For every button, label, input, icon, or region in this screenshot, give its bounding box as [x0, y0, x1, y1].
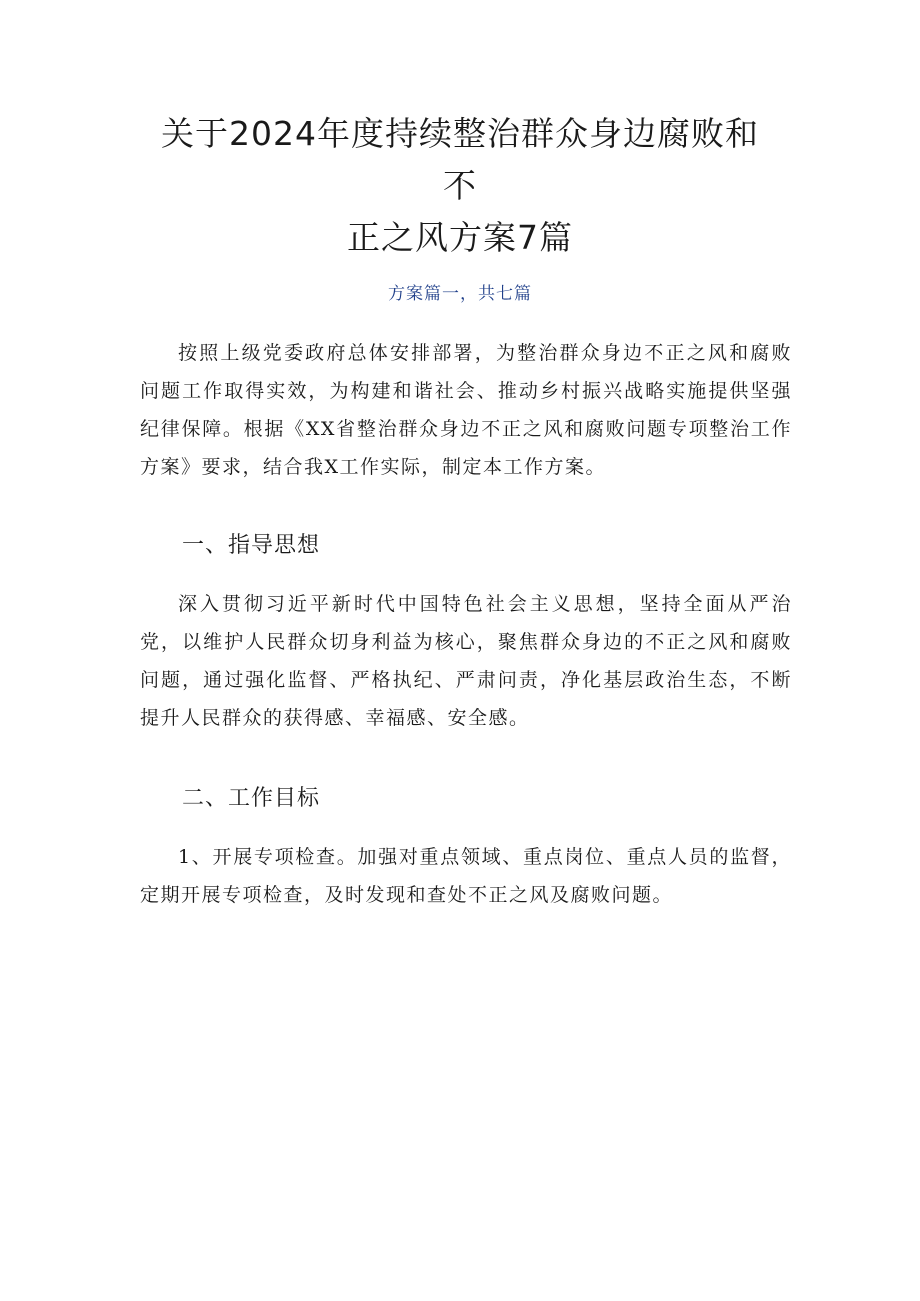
section-paragraph-work-goals: 1、开展专项检查。加强对重点领域、重点岗位、重点人员的监督，定期开展专项检查，及时发现和查处不正之风及腐败问题。 — [140, 846, 792, 906]
section-heading-guiding-ideology: 一、指导思想 — [182, 533, 321, 558]
document-title-line-2: 正之风方案7篇 — [347, 218, 573, 257]
document-subtitle: 方案篇一，共七篇 — [388, 284, 532, 304]
document-title-line-1: 关于2024年度持续整治群众身边腐败和不 — [161, 114, 759, 205]
intro-paragraph: 按照上级党委政府总体安排部署，为整治群众身边不正之风和腐败问题工作取得实效，为构建和谐社会、推动乡村振兴战略实施提供坚强纪律保障。根据《XX省整治群众身边不正之风和腐败问题专项整治工作方案》要求，结合我X工作实际，制定本工作方案。 — [140, 342, 792, 478]
section-heading-work-goals: 二、工作目标 — [182, 786, 321, 811]
document-title — [150, 108, 770, 264]
section-paragraph-guiding-ideology: 深入贯彻习近平新时代中国特色社会主义思想，坚持全面从严治党，以维护人民群众切身利益为核心，聚焦群众身边的不正之风和腐败问题，通过强化监督、严格执纪、严肃问责，净化基层政治生态，不断提升人民群众的获得感、幸福感、安全感。 — [140, 593, 792, 729]
